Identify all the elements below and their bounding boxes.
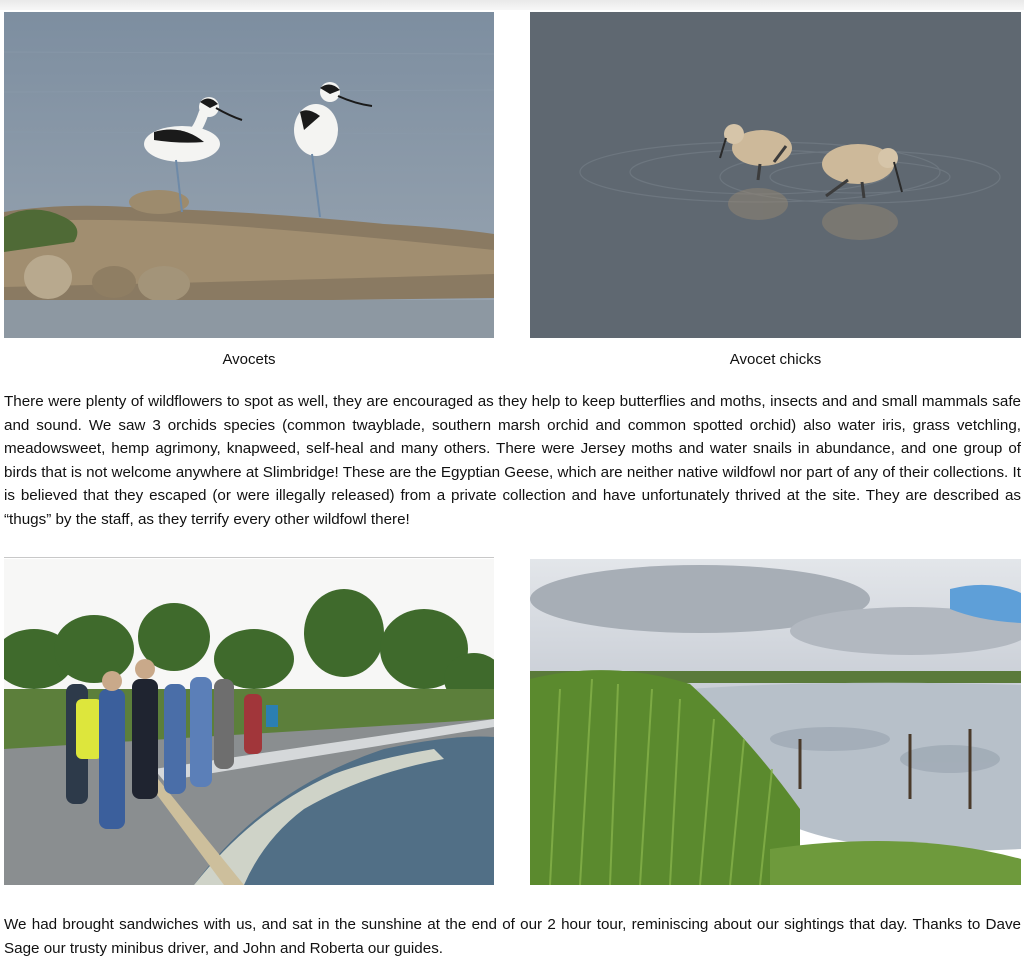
marsh-photo xyxy=(530,559,1021,885)
avocets-caption: Avocets xyxy=(222,351,276,368)
browser-top-edge xyxy=(0,0,1024,10)
avocet-chicks-photo xyxy=(530,12,1021,338)
avocets-photo xyxy=(4,12,494,338)
avocet-chicks-caption: Avocet chicks xyxy=(729,351,822,368)
wildflowers-paragraph: There were plenty of wildflowers to spot as well, they are encouraged as they help to keep butterflies and moths, insects and and small mammals safe and sound. We saw 3 orchids species (common twayblade, southern marsh orchid and common spotted orchid) also water iris, grass vetchling, meadowsweet, hemp agrimony, knapweed, self-heal and many others. There were Jersey moths and water snails in abundance, and one group of birds that is not welcome anywhere at Slimbridge! These are the Egyptian Geese, which are neither native wildfowl nor part of any of their collections. It is believed that they escaped (or were illegally released) from a private collection and have unfortunately thrived at the site. They are described as “thugs” by the staff, as they terrify every other wildfowl there! xyxy=(4,393,1021,528)
closing-paragraph: We had brought sandwiches with us, and sat in the sunshine at the end of our 2 hour tour, reminiscing about our sightings that day. Thanks to Dave Sage our trusty minibus driver, and John and Roberta our guides. xyxy=(4,916,1021,957)
divider-line xyxy=(4,557,494,558)
visitors-photo xyxy=(4,559,494,885)
